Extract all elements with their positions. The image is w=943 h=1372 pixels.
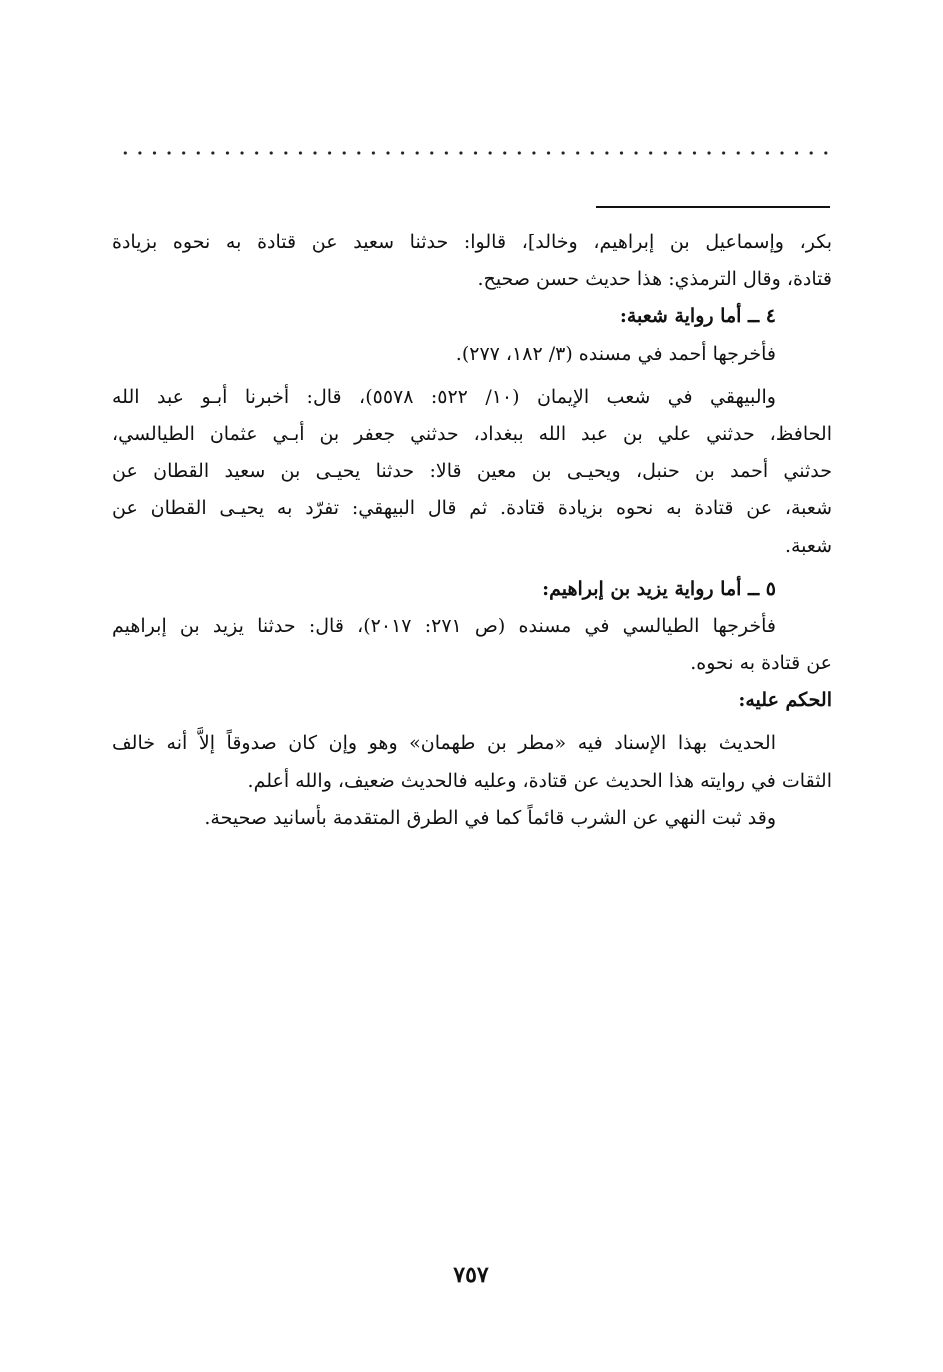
text-line: الحافظ، حدثني علي بن عبد الله ببغداد، حدثني جعفر بن أبـي عثمان الطيالسي، <box>112 422 832 445</box>
text-line: الحديث بهذا الإسناد فيه «مطر بن طهمان» وهو وإن كان صدوقاً إلاَّ أنه خالف <box>112 732 776 755</box>
section-heading-yazid: ٥ ــ أما رواية يزيد بن إبراهيم: <box>542 577 776 600</box>
text-line: فأخرجها الطيالسي في مسنده (ص ٢٧١: ٢٠١٧)، قال: حدثنا يزيد بن إبراهيم <box>112 614 776 637</box>
text-line: حدثني أحمد بن حنبل، ويحيـى بن معين قالا: حدثنا يحيـى بن سعيد القطان عن <box>112 460 833 483</box>
dotted-separator <box>118 148 828 158</box>
text-line: فأخرجها أحمد في مسنده (٣/ ١٨٢، ٢٧٧). <box>455 342 776 365</box>
text-line: عن قتادة به نحوه. <box>690 652 832 675</box>
footnote-rule <box>596 206 830 208</box>
page-body-text <box>112 224 832 837</box>
text-line: والبيهقي في شعب الإيمان (١٠/ ٥٢٢: ٥٥٧٨)، قال: أخبرنا أبـو عبد الله <box>112 385 776 408</box>
section-heading-shuba: ٤ ــ أما رواية شعبة: <box>619 305 776 328</box>
text-line: شعبة، عن قتادة به نحوه بزيادة قتادة. ثم قال البيهقي: تفرّد به يحيـى القطان عن <box>112 497 832 520</box>
text-line: الثقات في روايته هذا الحديث عن قتادة، وعليه فالحديث ضعيف، والله أعلم. <box>247 769 832 792</box>
page-number: ٧٥٧ <box>453 1262 489 1288</box>
text-line: قتادة، وقال الترمذي: هذا حديث حسن صحيح. <box>477 268 832 291</box>
text-line: بكر، وإسماعيل بن إبراهيم، وخالد]، قالوا: حدثنا سعيد عن قتادة به نحوه بزيادة <box>112 231 832 253</box>
section-heading-ruling: الحكم عليه: <box>738 689 832 712</box>
text-line: شعبة. <box>784 534 832 557</box>
text-line: وقد ثبت النهي عن الشرب قائماً كما في الطرق المتقدمة بأسانيد صحيحة. <box>204 806 776 829</box>
